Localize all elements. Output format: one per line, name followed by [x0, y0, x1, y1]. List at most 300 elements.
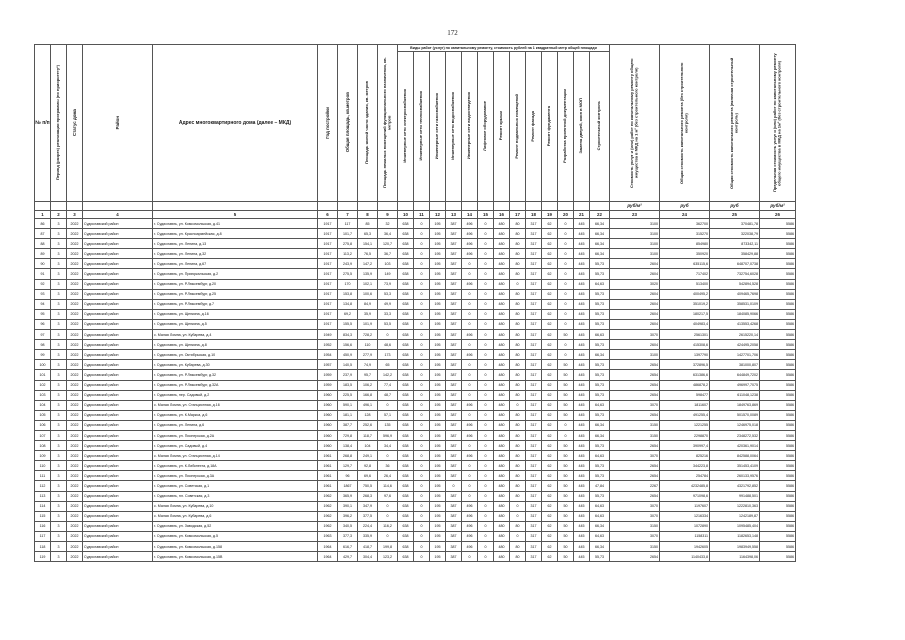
- table-cell: Судиславский район: [83, 511, 153, 521]
- table-cell: 842588,0064: [710, 451, 760, 461]
- table-cell: 195: [430, 309, 446, 319]
- table-cell: 445: [574, 511, 590, 521]
- table-cell: 1221255: [660, 420, 710, 430]
- table-cell: 2022: [67, 441, 83, 451]
- table-cell: 116,2: [378, 521, 398, 531]
- table-cell: 638: [398, 239, 414, 249]
- table-cell: 0: [478, 299, 494, 309]
- table-cell: 3070: [610, 531, 660, 541]
- table-cell: 2022: [67, 370, 83, 380]
- table-cell: 317: [526, 410, 542, 420]
- table-cell: 195: [430, 441, 446, 451]
- table-cell: 0: [478, 219, 494, 229]
- table-cell: 480: [494, 501, 510, 511]
- table-cell: 1954: [318, 350, 338, 360]
- table-cell: 3: [51, 531, 67, 541]
- table-row: [35, 219, 796, 229]
- table-cell: 387: [446, 350, 462, 360]
- table-cell: 638: [398, 511, 414, 521]
- table-cell: 2298870: [660, 430, 710, 440]
- table-row: [35, 420, 796, 430]
- table-cell: 1949: [318, 330, 338, 340]
- table-cell: Судиславский район: [83, 330, 153, 340]
- table-cell: 5586: [760, 380, 796, 390]
- column-number-cell: 20: [558, 211, 574, 219]
- table-cell: 638: [398, 552, 414, 562]
- table-cell: 317: [526, 441, 542, 451]
- table-cell: г. Судиславль, ул. Приюркальская, д.2: [153, 269, 318, 279]
- table-cell: 50: [558, 542, 574, 552]
- table-cell: 104: [358, 441, 378, 451]
- table-cell: Судиславский район: [83, 319, 153, 329]
- table-cell: 0: [558, 430, 574, 440]
- table-cell: 1960: [318, 441, 338, 451]
- table-cell: 57,1: [378, 410, 398, 420]
- table-cell: 0: [462, 441, 478, 451]
- table-cell: 3: [51, 309, 67, 319]
- table-cell: 0: [558, 350, 574, 360]
- table-cell: 0: [414, 521, 430, 531]
- table-cell: 55,73: [590, 360, 610, 370]
- table-cell: 3: [51, 420, 67, 430]
- header-cell: Инженерные сети электроснабжения: [398, 52, 414, 202]
- table-cell: 140,5: [338, 360, 358, 370]
- table-cell: 1140433,8: [660, 552, 710, 562]
- table-cell: 277,9: [358, 350, 378, 360]
- table-cell: 0: [478, 521, 494, 531]
- table-cell: 317: [526, 471, 542, 481]
- table-cell: 55,73: [590, 441, 610, 451]
- table-cell: 638: [398, 380, 414, 390]
- table-cell: г. Судиславль, ул. Ленина, д.32: [153, 249, 318, 259]
- table-cell: 2022: [67, 521, 83, 531]
- table-cell: 2654: [610, 390, 660, 400]
- table-cell: 0: [478, 269, 494, 279]
- table-cell: 1962: [318, 511, 338, 521]
- table-cell: 365,9: [338, 491, 358, 501]
- table-cell: 80: [510, 461, 526, 471]
- table-cell: 2022: [67, 542, 83, 552]
- table-cell: г. Судиславль, ул. Щепкина, д.16: [153, 309, 318, 319]
- unit-cell: руб: [660, 202, 710, 211]
- table-cell: 77,4: [378, 380, 398, 390]
- table-cell: 480: [494, 269, 510, 279]
- table-cell: 480: [494, 259, 510, 269]
- table-cell: 480: [494, 521, 510, 531]
- table-cell: 317: [526, 531, 542, 541]
- table-cell: 120,7: [378, 239, 398, 249]
- work-types-group-header: Виды работ (услуг) по капитальному ремонту, стоимость рублей на 1 квадратный метр общей площади: [398, 45, 610, 52]
- table-cell: 55,73: [590, 340, 610, 350]
- table-cell: 62: [542, 350, 558, 360]
- table-cell: 195: [430, 511, 446, 521]
- table-cell: г. Судиславль, ул. Ленина, д.67: [153, 259, 318, 269]
- table-cell: 50: [558, 511, 574, 521]
- table-cell: 480: [494, 481, 510, 491]
- table-cell: 1964: [318, 552, 338, 562]
- header-cell: Предельная стоимость услуг и (или) работ по капитальному ремонту общего имущества в МКД на 1м² (без строительного контроля): [760, 45, 796, 202]
- table-cell: 387: [446, 420, 462, 430]
- table-cell: 1960: [318, 390, 338, 400]
- table-cell: 480: [494, 360, 510, 370]
- table-cell: 1961: [318, 461, 338, 471]
- table-cell: 413553,4268: [710, 319, 760, 329]
- table-cell: 480: [494, 330, 510, 340]
- table-cell: 445: [574, 542, 590, 552]
- table-cell: 96: [338, 471, 358, 481]
- table-body: [35, 219, 796, 562]
- table-cell: г. Судиславль, ул. Советская, д.1: [153, 481, 318, 491]
- table-cell: 3150: [610, 542, 660, 552]
- table-cell: 3: [51, 219, 67, 229]
- table-cell: 445: [574, 380, 590, 390]
- table-cell: 638: [398, 289, 414, 299]
- table-cell: 387: [446, 319, 462, 329]
- header-cell: Адрес многоквартирного дома (далее – МКД): [153, 45, 318, 202]
- table-cell: 480: [494, 511, 510, 521]
- table-cell: 2561301: [660, 330, 710, 340]
- table-cell: 0: [558, 279, 574, 289]
- table-cell: 3: [51, 319, 67, 329]
- table-cell: 0: [414, 360, 430, 370]
- table-cell: 317: [526, 461, 542, 471]
- table-cell: 5586: [760, 279, 796, 289]
- table-cell: 50: [558, 370, 574, 380]
- table-cell: 155,5: [338, 319, 358, 329]
- table-cell: 445: [574, 370, 590, 380]
- table-cell: 2348272,532: [710, 430, 760, 440]
- table-cell: 317: [526, 269, 542, 279]
- table-cell: 387: [446, 239, 462, 249]
- table-cell: 80: [510, 249, 526, 259]
- table-cell: 317: [526, 229, 542, 239]
- table-cell: 195: [430, 531, 446, 541]
- table-cell: 2022: [67, 289, 83, 299]
- table-cell: 1983949,558: [710, 542, 760, 552]
- table-cell: 0: [478, 552, 494, 562]
- table-cell: 62: [542, 461, 558, 471]
- table-cell: 154,1: [358, 239, 378, 249]
- table-cell: 195: [430, 350, 446, 360]
- table-row: [35, 229, 796, 239]
- table-cell: 317: [526, 309, 542, 319]
- table-cell: 496: [462, 451, 478, 461]
- table-cell: Судиславский район: [83, 360, 153, 370]
- column-number-cell: 4: [83, 211, 153, 219]
- table-cell: 62: [542, 239, 558, 249]
- table-cell: 95: [35, 309, 51, 319]
- table-row: [35, 360, 796, 370]
- table-cell: 3070: [610, 400, 660, 410]
- table-cell: 104: [35, 400, 51, 410]
- table-cell: 80: [510, 360, 526, 370]
- table-cell: 638: [398, 531, 414, 541]
- table-cell: 317: [526, 259, 542, 269]
- table-cell: 480: [494, 552, 510, 562]
- table-cell: 717402: [660, 269, 710, 279]
- table-cell: 62: [542, 229, 558, 239]
- table-cell: 372896,5: [660, 360, 710, 370]
- table-cell: 252,6: [358, 420, 378, 430]
- table-cell: 0: [414, 491, 430, 501]
- table-cell: 317: [526, 380, 542, 390]
- table-cell: 50: [558, 521, 574, 531]
- table-cell: 48,6: [378, 340, 398, 350]
- table-cell: 0: [478, 410, 494, 420]
- column-number-cell: 13: [446, 211, 462, 219]
- table-cell: 101,9: [358, 319, 378, 329]
- table-cell: 1917: [318, 259, 338, 269]
- table-cell: 66,34: [590, 239, 610, 249]
- table-cell: 3: [51, 471, 67, 481]
- table-cell: 638: [398, 410, 414, 420]
- table-cell: 103: [378, 259, 398, 269]
- table-cell: 2022: [67, 360, 83, 370]
- column-number-cell: 25: [710, 211, 760, 219]
- table-cell: 1222810,363: [710, 501, 760, 511]
- table-cell: 36: [378, 461, 398, 471]
- table-cell: 2022: [67, 410, 83, 420]
- table-cell: 387: [446, 360, 462, 370]
- table-cell: 387: [446, 219, 462, 229]
- table-cell: 400495,2: [660, 289, 710, 299]
- table-cell: 3: [51, 390, 67, 400]
- table-cell: 638: [398, 360, 414, 370]
- table-cell: 0: [414, 239, 430, 249]
- table-cell: 1917: [318, 309, 338, 319]
- table-cell: 638: [398, 370, 414, 380]
- table-cell: 0: [478, 370, 494, 380]
- table-cell: 317: [526, 521, 542, 531]
- table-cell: 445: [574, 451, 590, 461]
- table-cell: 1811607: [660, 400, 710, 410]
- table-cell: 2654: [610, 410, 660, 420]
- table-cell: 0: [478, 350, 494, 360]
- table-cell: 1960: [318, 410, 338, 420]
- table-cell: 62: [542, 400, 558, 410]
- table-cell: 480: [494, 400, 510, 410]
- table-cell: 638: [398, 249, 414, 259]
- table-row: [35, 521, 796, 531]
- table-cell: 195: [430, 330, 446, 340]
- table-cell: 0: [478, 229, 494, 239]
- table-cell: 415308,6: [660, 340, 710, 350]
- table-cell: Судиславский район: [83, 410, 153, 420]
- table-cell: 0: [478, 501, 494, 511]
- table-cell: 445: [574, 259, 590, 269]
- table-cell: 2022: [67, 531, 83, 541]
- table-cell: 0: [558, 219, 574, 229]
- table-cell: 3: [51, 340, 67, 350]
- table-cell: 2022: [67, 259, 83, 269]
- table-cell: 351019,2: [660, 299, 710, 309]
- table-cell: 195: [430, 552, 446, 562]
- table-cell: 2604: [610, 299, 660, 309]
- table-cell: 1917: [318, 239, 338, 249]
- table-cell: 404983,4: [660, 319, 710, 329]
- table-cell: 110: [358, 340, 378, 350]
- table-row: [35, 269, 796, 279]
- table-cell: 2654: [610, 491, 660, 501]
- table-cell: 110: [35, 461, 51, 471]
- table-cell: 5586: [760, 299, 796, 309]
- table-cell: 0: [462, 299, 478, 309]
- table-cell: 0: [414, 259, 430, 269]
- table-cell: 5586: [760, 259, 796, 269]
- table-cell: 0: [462, 309, 478, 319]
- table-cell: 387: [446, 521, 462, 531]
- table-cell: 0: [414, 350, 430, 360]
- table-cell: 3: [51, 521, 67, 531]
- table-cell: Судиславский район: [83, 400, 153, 410]
- table-cell: 0: [414, 430, 430, 440]
- table-cell: 76,5: [358, 249, 378, 259]
- table-cell: 0: [478, 451, 494, 461]
- table-cell: 638: [398, 501, 414, 511]
- table-cell: 0: [558, 249, 574, 259]
- table-cell: 445: [574, 410, 590, 420]
- table-cell: 638: [398, 319, 414, 329]
- table-cell: 50: [558, 441, 574, 451]
- table-cell: 118,7: [358, 430, 378, 440]
- table-cell: 55,73: [590, 410, 610, 420]
- table-row: [35, 531, 796, 541]
- table-cell: 480: [494, 542, 510, 552]
- table-cell: 106,2: [358, 380, 378, 390]
- table-cell: 445: [574, 461, 590, 471]
- table-cell: 3: [51, 491, 67, 501]
- table-row: [35, 350, 796, 360]
- table-cell: 5586: [760, 531, 796, 541]
- table-cell: 2654: [610, 471, 660, 481]
- table-cell: 496: [462, 229, 478, 239]
- table-cell: 854980: [660, 239, 710, 249]
- table-cell: 445: [574, 420, 590, 430]
- table-row: [35, 430, 796, 440]
- table-cell: 195: [430, 390, 446, 400]
- table-cell: 1942605: [660, 542, 710, 552]
- table-cell: 496: [462, 521, 478, 531]
- table-row: [35, 370, 796, 380]
- table-cell: 34,4: [378, 441, 398, 451]
- table-cell: 142,2: [378, 370, 398, 380]
- table-cell: 116: [35, 521, 51, 531]
- table-cell: 5586: [760, 481, 796, 491]
- table-cell: 3070: [610, 451, 660, 461]
- table-cell: Судиславский район: [83, 289, 153, 299]
- table-cell: 445: [574, 360, 590, 370]
- table-cell: 66,34: [590, 542, 610, 552]
- table-cell: 87: [35, 229, 51, 239]
- table-cell: 480: [494, 229, 510, 239]
- table-cell: 55,73: [590, 552, 610, 562]
- table-cell: 496: [462, 219, 478, 229]
- table-cell: 275,8: [338, 239, 358, 249]
- table-cell: 80: [510, 390, 526, 400]
- table-cell: 0: [414, 330, 430, 340]
- table-cell: 1216334: [660, 511, 710, 521]
- table-cell: 387: [446, 430, 462, 440]
- table-row: [35, 249, 796, 259]
- table-cell: 387: [446, 309, 462, 319]
- table-cell: 377,5: [358, 511, 378, 521]
- table-cell: 0: [478, 380, 494, 390]
- table-cell: 2604: [610, 269, 660, 279]
- table-cell: 0: [462, 259, 478, 269]
- table-cell: 5586: [760, 330, 796, 340]
- table-cell: 317: [526, 370, 542, 380]
- table-cell: 195: [430, 430, 446, 440]
- table-cell: 5586: [760, 360, 796, 370]
- table-cell: 1917: [318, 219, 338, 229]
- header-cell: Год постройки: [318, 45, 338, 202]
- header-cell: Стоимость услуг и (или) работ по капитальному ремонту общего имущества в МКД на 1 м² (без строительного контроля): [610, 45, 660, 202]
- table-cell: 5586: [760, 552, 796, 562]
- table-cell: 496997,7075: [710, 380, 760, 390]
- table-cell: 0: [414, 461, 430, 471]
- table-cell: 445: [574, 239, 590, 249]
- table-cell: 5586: [760, 340, 796, 350]
- table-cell: 317: [526, 400, 542, 410]
- table-row: [35, 239, 796, 249]
- table-cell: 3: [51, 410, 67, 420]
- table-cell: 62: [542, 430, 558, 440]
- table-cell: 0: [414, 511, 430, 521]
- table-cell: 118: [35, 542, 51, 552]
- table-cell: 3100: [610, 229, 660, 239]
- table-cell: 370481,78: [710, 219, 760, 229]
- table-row: [35, 491, 796, 501]
- table-cell: 111: [35, 471, 51, 481]
- table-cell: 55,73: [590, 309, 610, 319]
- table-cell: 0: [478, 289, 494, 299]
- table-cell: 611048,1238: [710, 390, 760, 400]
- table-cell: 55,73: [590, 380, 610, 390]
- table-cell: 480: [494, 239, 510, 249]
- table-cell: 2022: [67, 239, 83, 249]
- table-cell: 0: [414, 279, 430, 289]
- table-cell: 445: [574, 430, 590, 440]
- table-cell: г. Судиславль, ул. Красноармейская, д.8: [153, 229, 318, 239]
- header-cell: Ремонт фасада: [526, 52, 542, 202]
- table-cell: 1960: [318, 400, 338, 410]
- table-cell: 396,2: [338, 511, 358, 521]
- table-cell: 496: [462, 542, 478, 552]
- table-cell: 2022: [67, 380, 83, 390]
- table-cell: 2654: [610, 552, 660, 562]
- table-cell: Судиславский район: [83, 481, 153, 491]
- column-number-cell: 3: [67, 211, 83, 219]
- table-cell: 50: [558, 481, 574, 491]
- table-cell: 486878,2: [660, 380, 710, 390]
- table-cell: 317: [526, 299, 542, 309]
- table-cell: 638: [398, 299, 414, 309]
- table-cell: с. Малая Ломна, ул. Станционная, д.16: [153, 400, 318, 410]
- table-cell: 445: [574, 552, 590, 562]
- table-cell: 480: [494, 461, 510, 471]
- table-cell: 0: [414, 542, 430, 552]
- table-cell: 0: [558, 289, 574, 299]
- table-row: [35, 471, 796, 481]
- table-cell: 480: [494, 370, 510, 380]
- table-cell: 638: [398, 350, 414, 360]
- column-number-cell: 19: [542, 211, 558, 219]
- table-cell: 335,9: [358, 531, 378, 541]
- header-cell: Ремонт подвальных помещений: [510, 52, 526, 202]
- table-cell: Судиславский район: [83, 471, 153, 481]
- table-cell: 496: [462, 400, 478, 410]
- column-number-cell: 5: [153, 211, 318, 219]
